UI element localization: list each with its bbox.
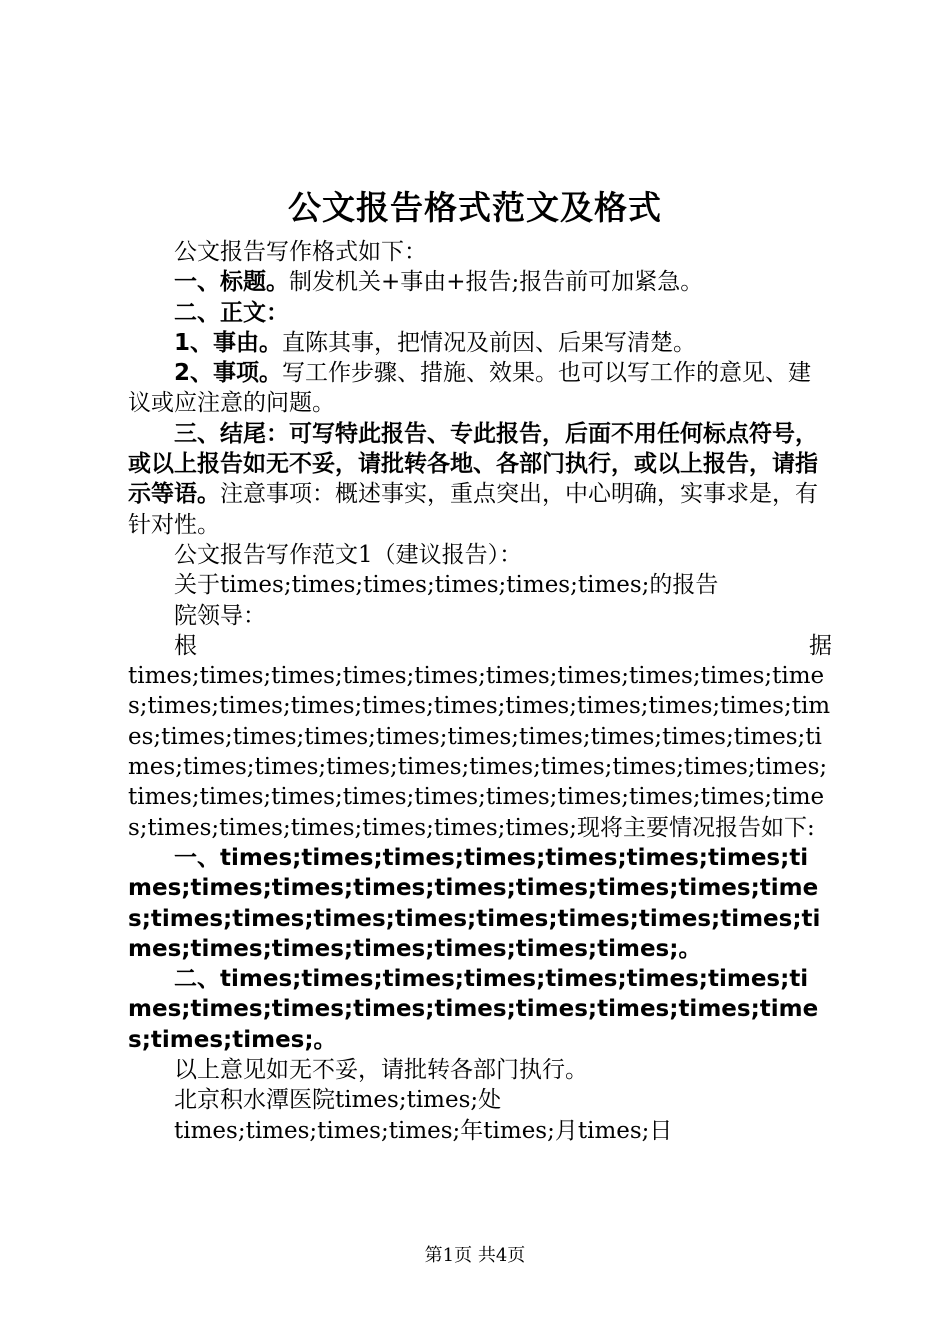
paragraph-sample-heading: 公文报告写作范文1（建议报告）：: [174, 541, 523, 568]
heading-title-rule: 一、标题。: [174, 269, 289, 296]
text-basis-end: 现将主要情况报告如下:: [576, 814, 815, 841]
paragraph-sender: 北京积水潭医院times;times;处: [174, 1087, 502, 1114]
paragraph-ending: [128, 419, 832, 540]
text-reason: 直陈其事，把情况及前因、后果写清楚。: [282, 329, 697, 356]
text-notes: 注意事项：概述事实，重点突出，中心明确，实事求是，有针对性。: [128, 481, 818, 538]
paragraph-intro: 公文报告写作格式如下：: [174, 239, 427, 265]
paragraph-closing: 以上意见如无不妥，请批转各部门执行。: [174, 1057, 588, 1084]
paragraph-date: times;times;times;times;年times;月times;日: [174, 1117, 673, 1144]
page-footer: 第1页 共4页: [424, 1245, 526, 1266]
paragraph-report-title: 关于times;times;times;times;times;times;的报告: [174, 572, 719, 599]
paragraph-salutation: 院领导：: [174, 602, 266, 629]
text-basis-start: 根: [174, 632, 500, 659]
paragraph-body-heading: [128, 298, 832, 328]
heading-ending: 三、结尾：可写特此报告、专此报告，后面不用任何标点符号，或以上报告如无不妥，请批转各地、各部门执行，或以上报告，请指示等语。: [128, 420, 818, 508]
paragraph-point-one: 一、times;times;times;times;times;times;times;times;times;times;times;times;times;times;times;times;times;times;times;times;times;times;times;times;times;times;times;times;times;times;times;。: [128, 844, 821, 962]
text-title-rule: 制发机关+事由+报告;报告前可加紧急。: [289, 269, 704, 296]
heading-reason: 1、事由。: [174, 329, 283, 356]
paragraph-basis: [128, 661, 832, 843]
text-basis-times: times;times;times;times;times;times;times;times;times;times;times;times;times;times;times;times;times;times;times;times;times;times;times;times;times;times;times;times;times;times;times;times;times;times;times;times;times;times;times;times;times;times;times;times;times;times;times;times;times;times;times;times;times;times;times;: [128, 663, 831, 841]
paragraph-basis-first-line: [128, 631, 832, 661]
paragraph-items: [128, 358, 832, 419]
heading-items: 2、事项。: [174, 360, 283, 387]
text-items: 写工作步骤、措施、效果。也可以写工作的意见、建议或应注意的问题。: [128, 360, 812, 417]
text-basis-mid: 据: [809, 632, 832, 659]
document-title: 公文报告格式范文及格式: [288, 188, 662, 227]
paragraph-reason: [128, 328, 832, 358]
paragraph-title-rule: [128, 267, 832, 297]
heading-body: 二、正文：: [174, 299, 289, 326]
paragraph-point-two: 二、times;times;times;times;times;times;times;times;times;times;times;times;times;times;times;times;times;times;。: [128, 966, 819, 1053]
document-body: [128, 237, 832, 1146]
